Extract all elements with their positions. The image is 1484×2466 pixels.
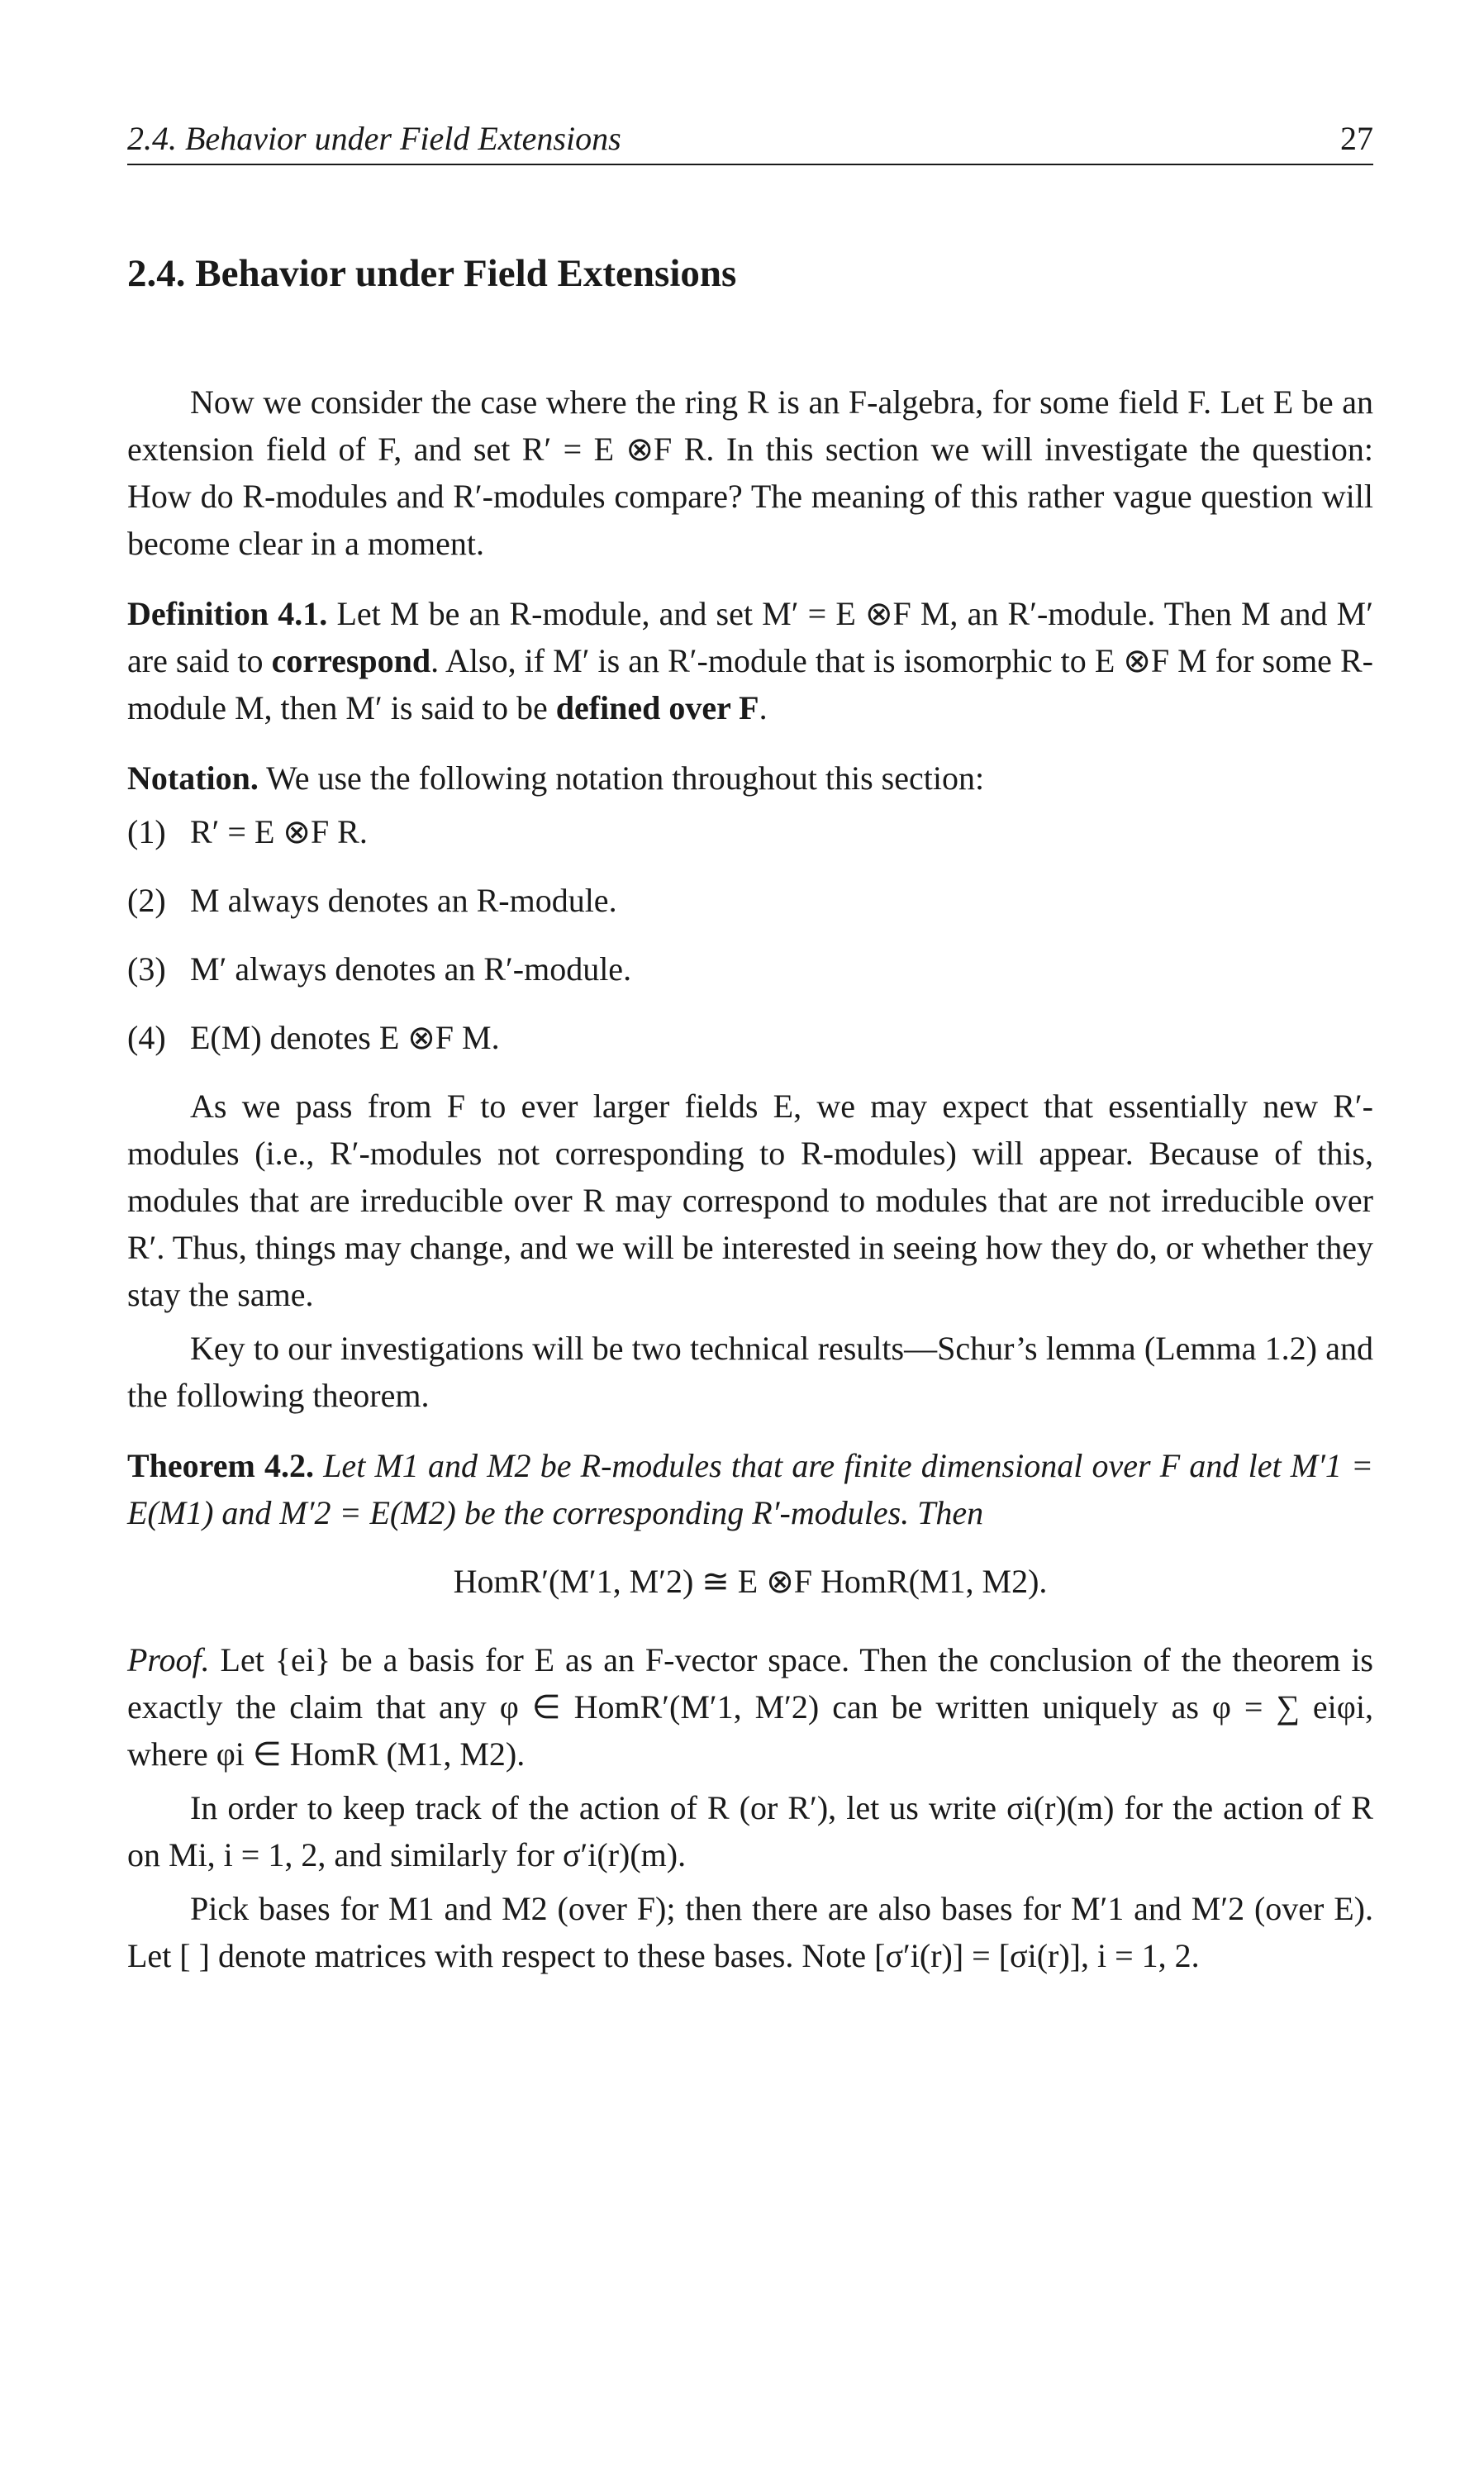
paragraph-action-notation: In order to keep track of the action of R (or R′), let us write σi(r)(m) for the action of R on Mi, i = 1, 2, and similarly for σ′i(r)(m). xyxy=(127,1789,1373,1873)
definition-4-1 xyxy=(127,590,1373,731)
term-defined-over-f: defined over F xyxy=(555,689,759,726)
body-text xyxy=(127,378,1373,2002)
list-item-number: (3) xyxy=(127,950,166,988)
theorem-4-2 xyxy=(127,1442,1373,1536)
theorem-label: Theorem 4.2. xyxy=(127,1447,314,1484)
list-item xyxy=(127,808,1373,855)
notation-intro xyxy=(127,755,1373,802)
notation-label: Notation. xyxy=(127,759,259,797)
definition-text-2: . Also, if M′ is an R′-module that is isomorphic to E ⊗F M for some R-module M, then M′ is said to be xyxy=(127,642,1373,726)
proof-paragraph xyxy=(127,1636,1373,1778)
page-number: 27 xyxy=(1340,120,1373,157)
theorem-text: Let M1 and M2 be R-modules that are finite dimensional over F and let M′1 = E(M1) and M′2 = E(M2) be the corresponding R′-modules. Then xyxy=(127,1447,1374,1531)
running-head xyxy=(127,116,1373,165)
notation-text: We use the following notation throughout this section: xyxy=(266,759,985,797)
list-item xyxy=(127,877,1373,924)
paragraph-bases: Pick bases for M1 and M2 (over F); then there are also bases for M′1 and M′2 (over E). Let [ ] denote matrices with respect to these bases. Note [σ′i(r)] = [σi(r)], i = 1, 2. xyxy=(127,1890,1373,1974)
theorem-display-equation: HomR′(M′1, M′2) ≅ E ⊗F HomR(M1, M2). xyxy=(453,1563,1048,1600)
list-item-text: M′ always denotes an R′-module. xyxy=(190,950,632,988)
paragraph-key-results: Key to our investigations will be two technical results—Schur’s lemma (Lemma 1.2) and the following theorem. xyxy=(127,1330,1373,1414)
proof-text: Let {ei} be a basis for E as an F-vector space. Then the conclusion of the theorem is exactly the claim that any φ ∈ HomR′(M′1, M′2) can be written uniquely as φ = ∑ eiφi, where φi ∈ HomR (M1, M2). xyxy=(127,1641,1373,1773)
list-item-number: (2) xyxy=(127,882,166,919)
list-item xyxy=(127,1014,1373,1061)
intro-paragraph: Now we consider the case where the ring R is an F-algebra, for some field F. Let E be an extension field of F, and set R′ = E ⊗F R. In this section we will investigate the question: How do R-modules and R′-modules compare? The meaning of this rather vague question will become clear in a moment. xyxy=(127,383,1373,562)
definition-text-1: Let M be an R-module, and set M′ = E ⊗F M, an R′-module. Then M and M′ are said to xyxy=(127,595,1374,679)
paragraph-field-passage: As we pass from F to ever larger fields E, we may expect that essentially new R′-modules (i.e., R′-modules not corresponding to R-modules) will appear. Because of this, modules that are irreducible over R may correspond to modules that are not irreducible over R′. Thus, things may change, and we will be interested in seeing how they do, or whether they stay the same. xyxy=(127,1088,1373,1313)
proof-label: Proof. xyxy=(127,1641,210,1678)
list-item xyxy=(127,945,1373,993)
definition-label: Definition 4.1. xyxy=(127,595,328,632)
running-title: 2.4. Behavior under Field Extensions xyxy=(127,120,621,157)
list-item-number: (4) xyxy=(127,1019,166,1056)
list-item-text: R′ = E ⊗F R. xyxy=(190,813,368,850)
notation-list xyxy=(127,808,1373,1061)
list-item-text: M always denotes an R-module. xyxy=(190,882,617,919)
definition-text-3: . xyxy=(759,689,768,726)
list-item-number: (1) xyxy=(127,813,166,850)
section-title: 2.4. Behavior under Field Extensions xyxy=(127,252,737,295)
term-correspond: correspond xyxy=(271,642,431,679)
list-item-text: E(M) denotes E ⊗F M. xyxy=(190,1019,500,1056)
